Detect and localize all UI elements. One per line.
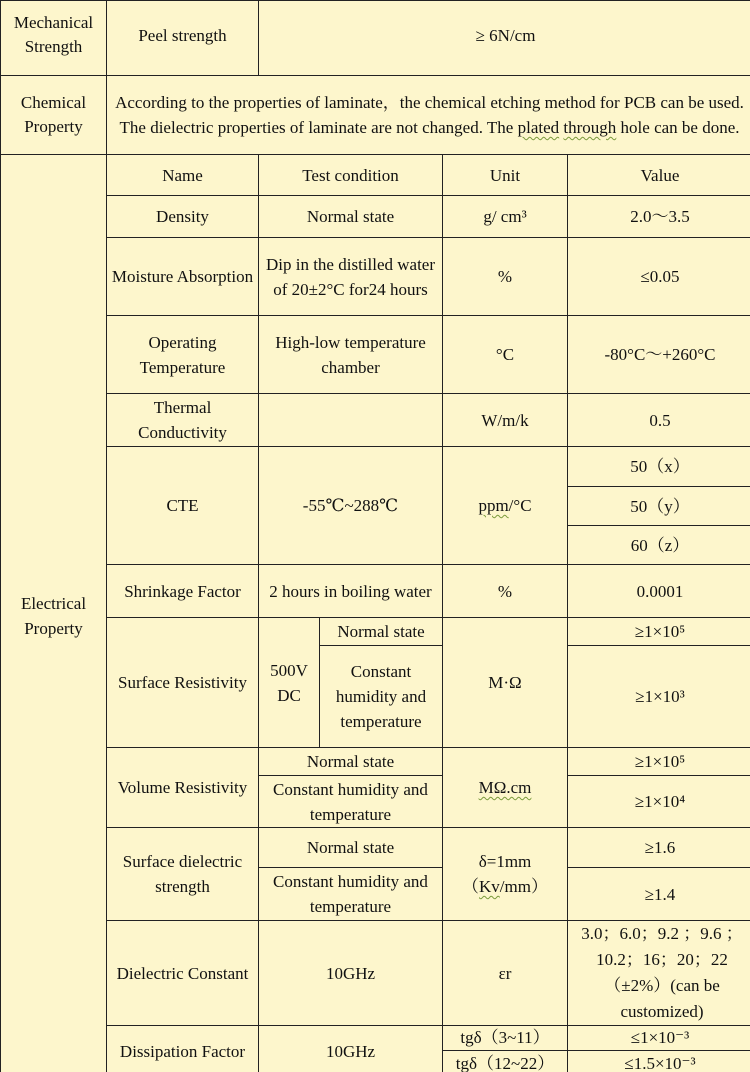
surface-resistivity-value-humid: ≥1×10³ (568, 646, 750, 748)
shrinkage-name: Shrinkage Factor (107, 565, 259, 618)
thermal-row (1, 394, 750, 447)
shrinkage-row (1, 565, 750, 618)
dissipation-value-b: ≤1.5×10⁻³ (568, 1051, 750, 1072)
volume-resistivity-cond-humid: Constant humidity and temperature (259, 776, 443, 828)
volume-resistivity-value-normal: ≥1×10⁵ (568, 748, 750, 776)
cte-value-x: 50（x） (568, 447, 750, 487)
operating-temp-condition: High-low temperature chamber (259, 316, 443, 394)
surface-resistivity-cond-humid: Constant humidity and temperature (320, 646, 443, 748)
thermal-unit: W/m/k (443, 394, 568, 447)
cte-name: CTE (107, 447, 259, 565)
dielectric-constant-row (1, 921, 750, 1026)
surface-resistivity-cond-normal: Normal state (320, 618, 443, 646)
dielectric-constant-unit: εr (443, 921, 568, 1026)
shrinkage-value: 0.0001 (568, 565, 750, 618)
header-condition: Test condition (259, 155, 443, 196)
header-value: Value (568, 155, 750, 196)
dielectric-strength-cond-normal: Normal state (259, 828, 443, 868)
dielectric-constant-condition: 10GHz (259, 921, 443, 1026)
density-value: 2.0～3.5 (568, 196, 750, 238)
moisture-name: Moisture Absorption (107, 238, 259, 316)
cte-value-y: 50（y） (568, 487, 750, 526)
operating-temp-value: -80°C～+260°C (568, 316, 750, 394)
chemical-row (1, 76, 750, 155)
moisture-condition: Dip in the distilled water of 20±2°C for24 hours (259, 238, 443, 316)
dielectric-strength-row (1, 828, 750, 868)
density-name: Density (107, 196, 259, 238)
dielectric-constant-name: Dielectric Constant (107, 921, 259, 1026)
dielectric-constant-value: 3.0；6.0；9.2 ；9.6 ；10.2；16；20；22（±2%）(can be customized) (568, 921, 750, 1026)
moisture-row (1, 238, 750, 316)
dielectric-strength-cond-humid: Constant humidity and temperature (259, 868, 443, 921)
shrinkage-condition: 2 hours in boiling water (259, 565, 443, 618)
dissipation-condition: 10GHz (259, 1026, 443, 1072)
dissipation-value-a: ≤1×10⁻³ (568, 1026, 750, 1051)
header-name: Name (107, 155, 259, 196)
operating-temp-name: Operating Temperature (107, 316, 259, 394)
dielectric-strength-unit: δ=1mm （Kv/mm） (443, 828, 568, 921)
density-condition: Normal state (259, 196, 443, 238)
dissipation-name: Dissipation Factor (107, 1026, 259, 1072)
moisture-unit: % (443, 238, 568, 316)
density-unit: g/ cm³ (443, 196, 568, 238)
cte-condition: -55℃~288℃ (259, 447, 443, 565)
mechanical-label: Mechanical Strength (1, 1, 107, 76)
peel-strength-value: ≥ 6N/cm (259, 1, 750, 76)
chemical-label: Chemical Property (1, 76, 107, 155)
cte-row (1, 447, 750, 487)
peel-strength-label: Peel strength (107, 1, 259, 76)
moisture-value: ≤0.05 (568, 238, 750, 316)
operating-temp-unit: °C (443, 316, 568, 394)
volume-resistivity-name: Volume Resistivity (107, 748, 259, 828)
dielectric-strength-value-normal: ≥1.6 (568, 828, 750, 868)
operating-temp-row (1, 316, 750, 394)
surface-resistivity-name: Surface Resistivity (107, 618, 259, 748)
dissipation-unit-a: tgδ（3~11） (443, 1026, 568, 1051)
volume-resistivity-unit: MΩ.cm (443, 748, 568, 828)
cte-value-z: 60（z） (568, 526, 750, 565)
thermal-condition (259, 394, 443, 447)
surface-resistivity-voltage: 500V DC (259, 618, 320, 748)
volume-resistivity-value-humid: ≥1×10⁴ (568, 776, 750, 828)
electrical-header-row (1, 155, 750, 196)
cte-unit: ppm/°C (443, 447, 568, 565)
thermal-name: Thermal Conductivity (107, 394, 259, 447)
electrical-label: Electrical Property (1, 155, 107, 1072)
chemical-description: According to the properties of laminate，the chemical etching method for PCB can be used. The dielectric properties of laminate are not changed. The plated through hole can be done. (107, 76, 750, 155)
mechanical-row (1, 1, 750, 76)
dissipation-unit-b: tgδ（12~22） (443, 1051, 568, 1072)
surface-resistivity-unit: M·Ω (443, 618, 568, 748)
volume-resistivity-row (1, 748, 750, 776)
dissipation-row (1, 1026, 750, 1051)
volume-resistivity-cond-normal: Normal state (259, 748, 443, 776)
header-unit: Unit (443, 155, 568, 196)
density-row (1, 196, 750, 238)
shrinkage-unit: % (443, 565, 568, 618)
dielectric-strength-name: Surface dielectric strength (107, 828, 259, 921)
thermal-value: 0.5 (568, 394, 750, 447)
surface-resistivity-row (1, 618, 750, 646)
surface-resistivity-value-normal: ≥1×10⁵ (568, 618, 750, 646)
dielectric-strength-value-humid: ≥1.4 (568, 868, 750, 921)
